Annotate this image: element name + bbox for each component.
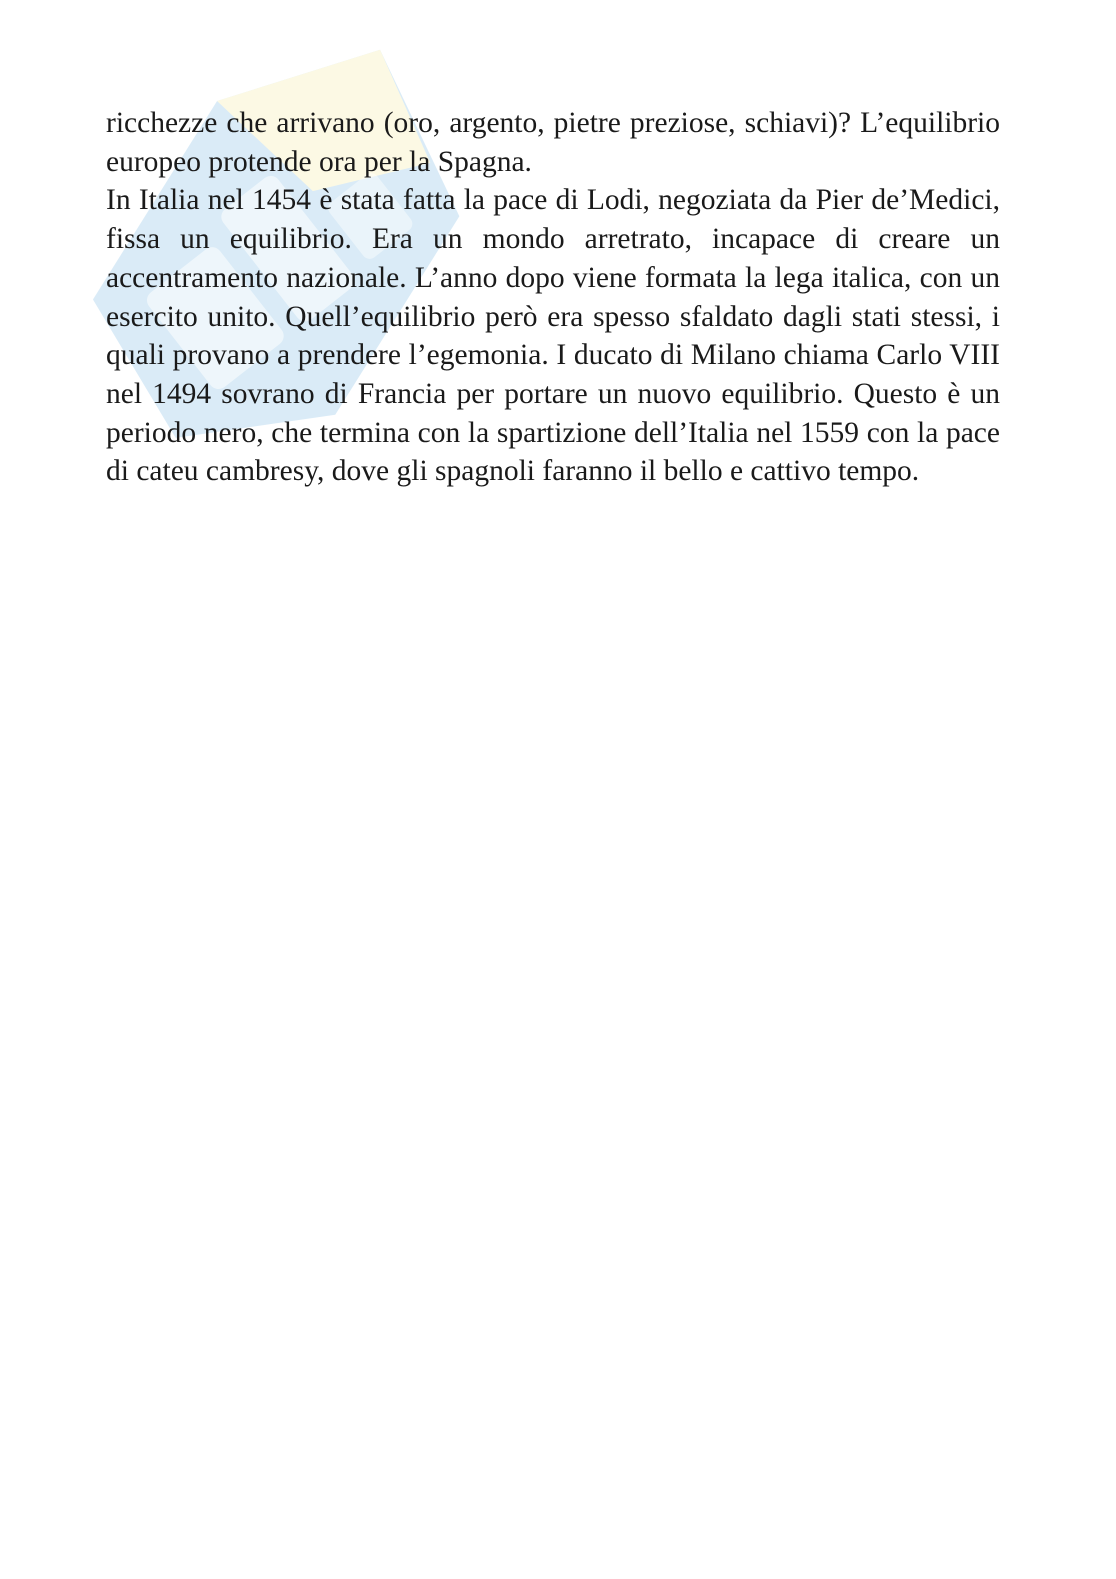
document-body <box>106 104 1000 491</box>
paragraph: ricchezze che arrivano (oro, argento, pietre preziose, schiavi)? L’equilibrio europeo protende ora per la Spagna. <box>106 107 1000 178</box>
paragraph: In Italia nel 1454 è stata fatta la pace di Lodi, negoziata da Pier de’Medici, fissa un equilibrio. Era un mondo arretrato, incapace di creare un accentramento nazionale. L’anno dopo viene formata la lega italica, con un esercito unito. Quell’equilibrio però era spesso sfaldato dagli stati stessi, i quali provano a prendere l’egemonia. I ducato di Milano chiama Carlo VIII nel 1494 sovrano di Francia per portare un nuovo equilibrio. Questo è un periodo nero, che termina con la spartizione dell’Italia nel 1559 con la pace di cateu cambresy, dove gli spagnoli faranno il bello e cattivo tempo. <box>106 184 1000 488</box>
